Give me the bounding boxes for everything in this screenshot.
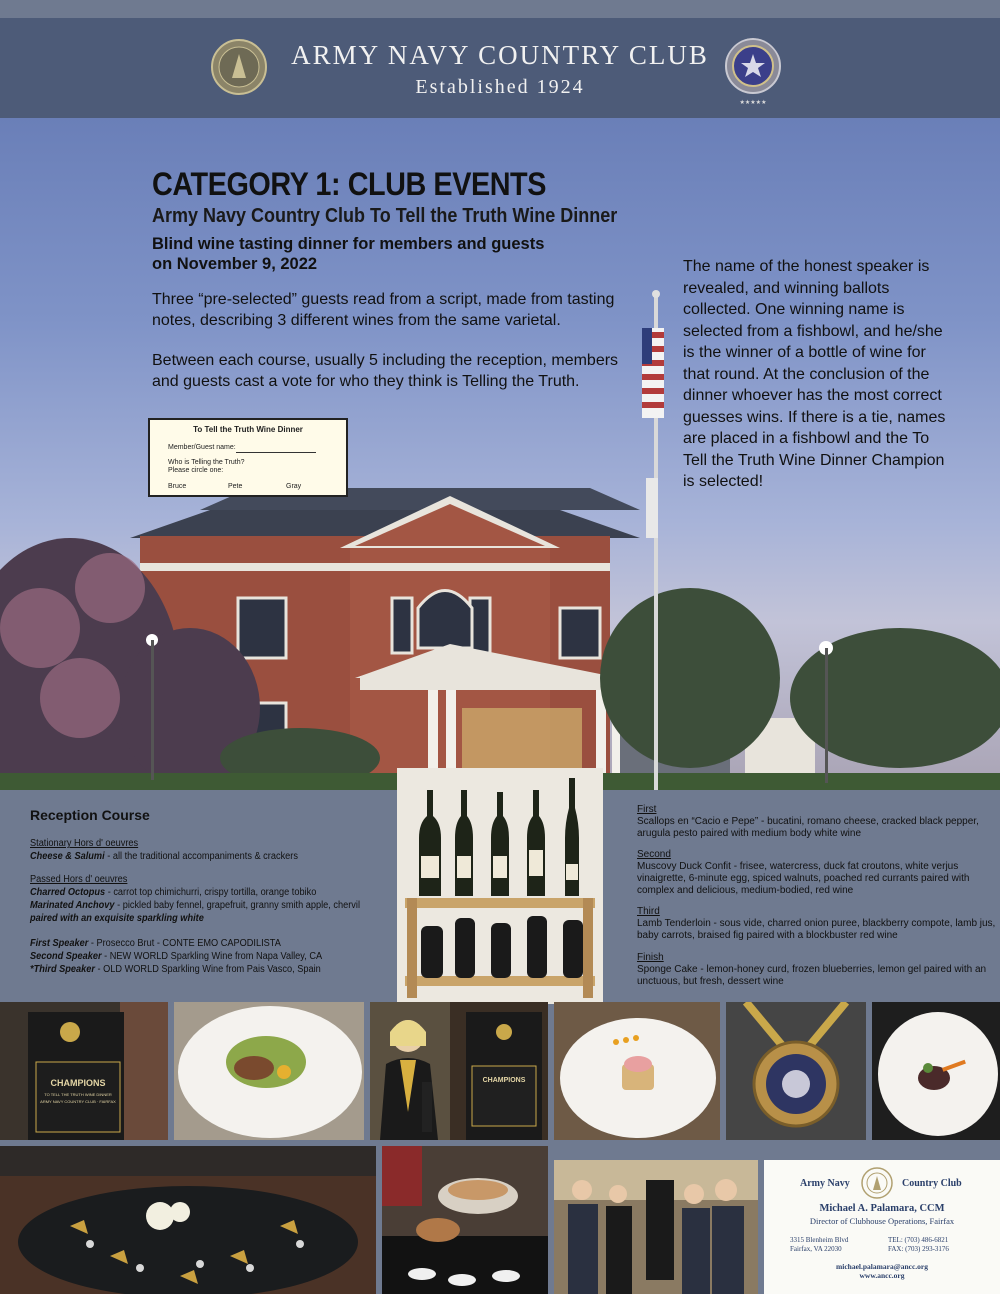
course-third <box>637 906 997 942</box>
ballot-option-2: Pete <box>228 483 243 490</box>
ballot-option-3: Gray <box>286 483 302 490</box>
course-finish-heading: Finish <box>637 952 664 963</box>
dining-table-photo <box>0 1146 376 1294</box>
ballot-name-line <box>236 452 316 453</box>
passed-item-1: Charred Octopus - carrot top chimichurri, crispy tortilla, orange tobiko <box>30 887 317 898</box>
ballot-question: Who is Telling the Truth? <box>168 459 245 466</box>
sponge-cake-photo <box>554 1002 720 1140</box>
course-second-heading: Second <box>637 849 671 860</box>
ballot-title: To Tell the Truth Wine Dinner <box>193 425 303 434</box>
ballot-name-label: Member/Guest name: <box>168 444 236 451</box>
card-email[interactable]: michael.palamara@ancc.org <box>836 1262 928 1271</box>
duck-salad-photo <box>174 1002 364 1140</box>
medal-photo <box>726 1002 866 1140</box>
charcuterie-photo <box>382 1146 548 1294</box>
flag-icon <box>642 328 664 418</box>
card-address-1: 3315 Blenheim Blvd <box>790 1236 849 1244</box>
course-third-text: Lamb Tenderloin - sous vide, charred onion puree, blackberry compote, lamb jus, baby carrots, braised fig paired with a blockbuster red wine <box>637 918 996 941</box>
card-role: Director of Clubhouse Operations, Fairfax <box>809 1216 955 1226</box>
champions-banner-subtitle: TO TELL THE TRUTH WINE DINNER <box>44 1092 112 1097</box>
card-club-left: Army Navy <box>800 1178 850 1189</box>
header-banner <box>0 18 1000 118</box>
course-second-text: Muscovy Duck Confit - frisee, watercress, duck fat croutons, white verjus vinaigrette, 6-minute egg, spiced walnuts, poached red currants paired with complex and delicious, medium-bodied, red wine <box>637 861 970 896</box>
paragraph-voting: Between each course, usually 5 including the reception, members and guests cast a vote for who they think is Telling the Truth. <box>152 352 619 390</box>
description-line1: Blind wine tasting dinner for members and guests <box>152 235 545 253</box>
lamb-plate-photo <box>872 1002 1000 1140</box>
event-name: Army Navy Country Club To Tell the Truth Wine Dinner <box>152 205 618 227</box>
course-third-heading: Third <box>637 906 660 917</box>
wine-presenter-photo <box>370 1002 548 1140</box>
stationary-heading: Stationary Hors d' oeuvres <box>30 838 139 849</box>
paragraph-speakers: Three “pre-selected” guests read from a script, made from tasting notes, describing 3 different wines from the same varietal. <box>152 291 615 329</box>
card-tel: TEL: (703) 486-6821 <box>888 1236 949 1244</box>
ballot-option-1: Bruce <box>168 483 187 490</box>
seal-right-icon <box>723 38 783 108</box>
card-address-2: Fairfax, VA 22030 <box>790 1245 842 1253</box>
established-text: Established 1924 <box>415 76 585 98</box>
champions-banner-club: ARMY NAVY COUNTRY CLUB · FAIRFAX <box>40 1099 116 1104</box>
speaker-1: First Speaker - Prosecco Brut - CONTE EMO CAPODILISTA <box>30 938 281 949</box>
speaker-3: *Third Speaker - OLD WORLD Sparkling Wine from Pais Vasco, Spain <box>30 964 321 975</box>
passed-item-2: Marinated Anchovy - pickled baby fennel, grapefruit, granny smith apple, chervil <box>30 900 360 911</box>
svg-text:CHAMPIONS: CHAMPIONS <box>482 1077 526 1084</box>
course-finish-text: Sponge Cake - lemon-honey curd, frozen blueberries, lemon gel paired with an unctuous, but fresh, dessert wine <box>637 964 987 987</box>
card-fax: FAX: (703) 293-3176 <box>888 1245 949 1253</box>
paragraph-winner: The name of the honest speaker is revealed, and winning ballots collected. One winning name is selected from a fishbowl, and he/she is the winner of a bottle of wine for that round. At the conclusion of the dinner whoever has the most correct guesses wins. If there is a tie, names are placed in a fishbowl and the To Tell the Truth Wine Dinner Champion is selected! <box>683 258 946 490</box>
course-first-text: Scallops en “Cacio e Pepe” - bucatini, romano cheese, cracked black pepper, arugula pesto paired with medium body white wine <box>637 816 979 839</box>
ballot-instruction: Please circle one: <box>168 467 224 474</box>
course-second <box>637 849 997 897</box>
wine-bottles-photo <box>397 768 603 1004</box>
card-club-right: Country Club <box>902 1178 962 1189</box>
category-title: CATEGORY 1: CLUB EVENTS <box>152 166 546 202</box>
champions-banner-title: CHAMPIONS <box>50 1078 106 1088</box>
card-seal-icon <box>860 1166 894 1200</box>
stationary-item: Cheese & Salumi - all the traditional accompaniments & crackers <box>30 851 298 862</box>
team-photo <box>554 1160 758 1294</box>
champions-banner-photo <box>0 1002 168 1140</box>
event-description <box>152 234 622 274</box>
description-line2: on November 9, 2022 <box>152 255 318 273</box>
reception-title: Reception Course <box>30 807 150 823</box>
svg-text:★★★★★: ★★★★★ <box>739 99 767 106</box>
reception-pairing: paired with an exquisite sparkling white <box>30 913 204 924</box>
business-card <box>764 1160 1000 1294</box>
course-finish <box>637 952 997 988</box>
card-website[interactable]: www.ancc.org <box>859 1271 905 1280</box>
card-name: Michael A. Palamara, CCM <box>819 1203 945 1214</box>
passed-heading: Passed Hors d' oeuvres <box>30 874 128 885</box>
club-name: ARMY NAVY COUNTRY CLUB <box>291 40 709 70</box>
course-first <box>637 804 997 840</box>
ballot-card <box>148 418 348 497</box>
course-first-heading: First <box>637 804 657 815</box>
speaker-2: Second Speaker - NEW WORLD Sparkling Wine from Napa Valley, CA <box>30 951 323 962</box>
